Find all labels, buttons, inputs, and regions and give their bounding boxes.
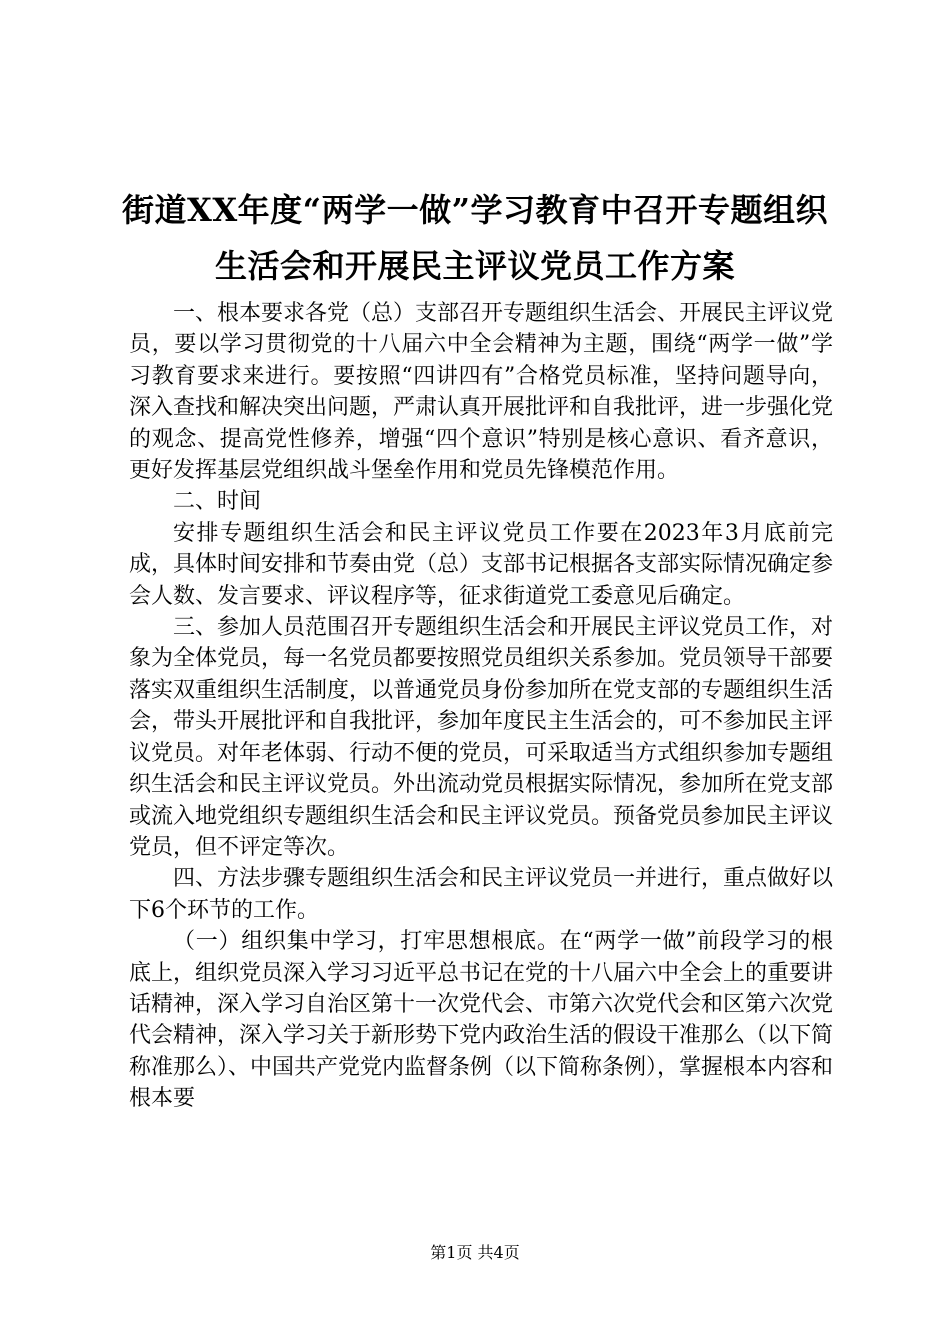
- paragraph-basic-requirements: 一、根本要求各党（总）支部召开专题组织生活会、开展民主评议党员，要以学习贯彻党的十八届六中全会精神为主题，围绕“两学一做”学习教育要求来进行。要按照“四讲四有”合格党员标准，坚持问题导向，深入查找和解决突出问题，严肃认真开展批评和自我批评，进一步强化党的观念、提高党性修养，增强“四个意识”特别是核心意识、看齐意识，更好发挥基层党组织战斗堡垒作用和党员先锋模范作用。: [129, 301, 834, 484]
- page-footer: 第1页 共4页: [430, 1243, 520, 1262]
- paragraph-participants: 三、参加人员范围召开专题组织生活会和开展民主评议党员工作，对象为全体党员，每一名党员都要按照党员组织关系参加。党员领导干部要落实双重组织生活制度，以普通党员身份参加所在党支部的专题组织生活会，带头开展批评和自我批评，参加年度民主生活会的，可不参加民主评议党员。对年老体弱、行动不便的党员，可采取适当方式组织参加专题组织生活会和民主评议党员。外出流动党员根据实际情况，参加所在党支部或流入地党组织专题组织生活会和民主评议党员。预备党员参加民主评议党员，但不评定等次。: [129, 615, 834, 860]
- paragraph-time-heading: 二、时间: [173, 489, 262, 515]
- paragraph-time-arrangement: 安排专题组织生活会和民主评议党员工作要在2023年3月底前完成，具体时间安排和节奏由党（总）支部书记根据各支部实际情况确定参会人数、发言要求、评议程序等，征求街道党工委意见后确定。: [129, 520, 834, 609]
- document-body: [129, 298, 833, 1115]
- paragraph-method-steps: 四、方法步骤专题组织生活会和民主评议党员一并进行，重点做好以下6个环节的工作。: [129, 866, 834, 923]
- document-title: 街道XX年度“两学一做”学习教育中召开专题组织生活会和开展民主评议党员工作方案: [122, 191, 828, 285]
- paragraph-study: （一）组织集中学习，打牢思想根底。在“两学一做”前段学习的根底上，组织党员深入学习习近平总书记在党的十八届六中全会上的重要讲话精神，深入学习自治区第十一次党代会、市第六次党代会和区第六次党代会精神，深入学习关于新形势下党内政治生活的假设干准那么（以下简称准那么）、中国共产党党内监督条例（以下简称条例），掌握根本内容和根本要: [129, 929, 834, 1112]
